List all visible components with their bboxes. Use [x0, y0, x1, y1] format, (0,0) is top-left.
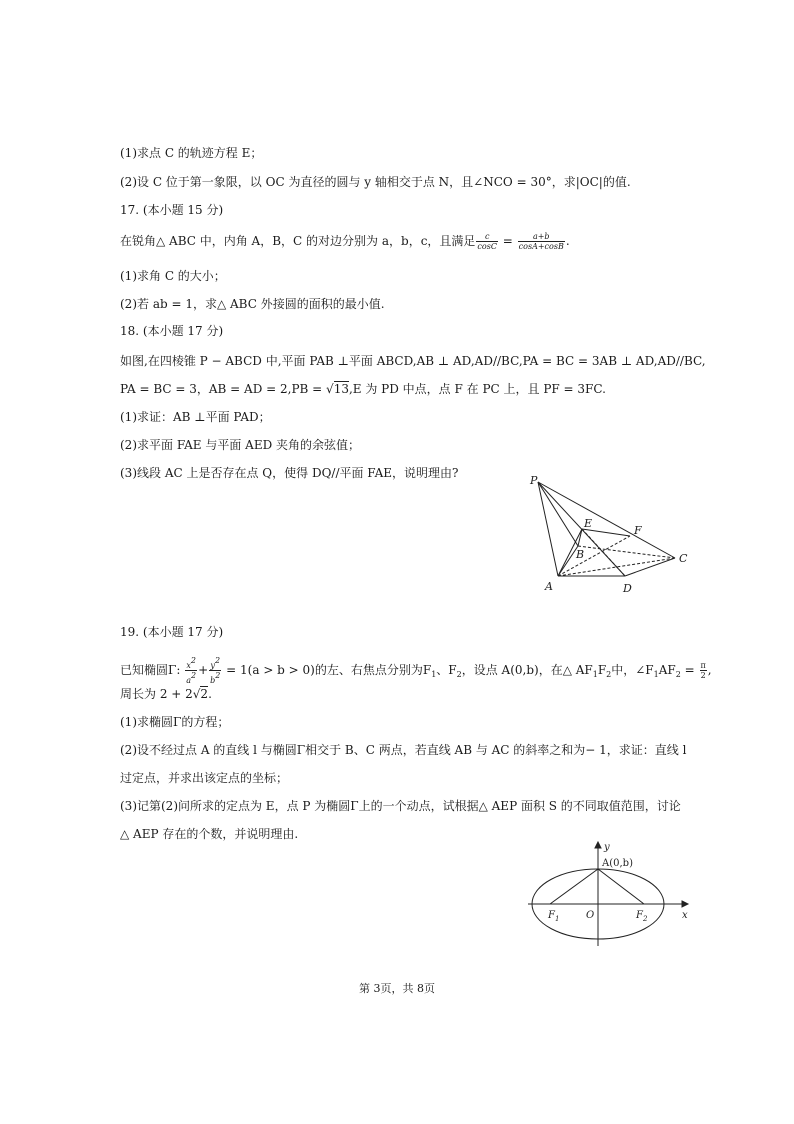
q19-frac-x: $\frac{x2}{a2}$	[186, 656, 197, 685]
q19-frac-pi	[700, 661, 707, 680]
q19-stem-end: ,	[707, 663, 712, 677]
q19-stem-pre: 已知椭圆Γ:	[120, 663, 185, 677]
q19-stem-mid: = 1(a > b > 0)的左、右焦点分别为F	[222, 663, 432, 677]
q18-sqrt-13: 13	[333, 382, 349, 396]
q19-part2-line2: 过定点，并求出该定点的坐标；	[120, 771, 289, 785]
edge-ab	[558, 546, 578, 576]
q18-stem-line1: 如图,在四棱锥 P − ABCD 中,平面 PAB ⊥平面 ABCD,AB ⊥ AD,AD//BC,PA = BC = 3AB ⊥ AD,AD//BC,	[120, 354, 706, 368]
segment-af1	[550, 869, 598, 904]
page-footer: 第 3页，共 8页	[359, 982, 435, 995]
q19-stem: 已知椭圆Γ: $\frac{x2}{a2}$ + $\frac{y2}{b2}$ = 1(a > b > 0)的左、右焦点分别为$F_1$、$F_2$，设点 A(0,b)，在△ $AF_1F_2$中，$\angle F_1AF_2$ = $\frac{\pi}{2}$ ,	[120, 656, 712, 685]
q18-stem-line2	[120, 381, 606, 397]
q18-part2: (2)求平面 FAE 与平面 AED 夹角的余弦值；	[120, 438, 361, 452]
label-y-axis: y	[604, 842, 610, 853]
q17-stem-post: .	[565, 234, 570, 248]
q19-stem-mid5: 中，∠F	[611, 663, 654, 677]
q19-header: 19. (本小题 17 分)	[120, 625, 224, 639]
label-e: E	[584, 517, 593, 530]
q19-part2-line1: (2)设不经过点 A 的直线 l 与椭圆Γ相交于 B、C 两点，若直线 AB 与 AC 的斜率之和为− 1，求证：直线 l	[120, 743, 687, 757]
q18-stem-line2-post: ,E 为 PD 中点，点 F 在 PC 上，且 PF = 3FC.	[348, 382, 606, 396]
q17-frac1-num: c	[476, 232, 498, 242]
q19-pi-num: π	[700, 661, 706, 670]
q19-b: b	[210, 676, 216, 685]
q19-perimeter-post: .	[208, 687, 212, 701]
segment-af2	[598, 869, 644, 904]
q19-stem-mid6: AF	[658, 663, 676, 677]
q19-part3-line1: (3)记第(2)问所求的定点为 E，点 P 为椭圆Γ上的一个动点，试根据△ AEP 面积 S 的不同取值范围，讨论	[120, 799, 681, 813]
label-a: A	[545, 580, 553, 593]
label-b: B	[576, 548, 585, 561]
q19-y: y	[210, 661, 215, 670]
q19-stem-mid4: F	[597, 663, 607, 677]
q19-stem-mid2: 、F	[436, 663, 457, 677]
q19-sqrt-2: 2	[200, 687, 209, 701]
label-origin: O	[586, 910, 595, 921]
q17-fraction-2	[518, 232, 565, 251]
q18-header: 18. (本小题 17 分)	[120, 324, 224, 338]
edge-pb	[538, 482, 578, 546]
q19-plus: +	[198, 663, 209, 677]
q18-part1: (1)求证：AB ⊥平面 PAD；	[120, 410, 271, 424]
q17-frac2-num: a+b	[518, 232, 565, 242]
edge-pa	[538, 482, 558, 576]
q19-stem-mid7: =	[680, 663, 699, 677]
q17-fraction-1	[476, 232, 498, 251]
label-f: F	[634, 524, 642, 537]
q17-stem	[120, 232, 570, 251]
edge-dc	[625, 558, 675, 576]
q19-part3-line2: △ AEP 存在的个数，并说明理由.	[120, 827, 299, 841]
q19-part1: (1)求椭圆Γ的方程；	[120, 715, 230, 729]
q17-header: 17. (本小题 15 分)	[120, 203, 224, 217]
edge-ef	[582, 529, 630, 536]
q19-x: x	[186, 661, 191, 670]
q16-part1: (1)求点 C 的轨迹方程 E；	[120, 146, 263, 160]
label-f1: $F_1$	[548, 910, 560, 923]
q19-pi-den: 2	[700, 671, 706, 680]
q17-eq: =	[502, 234, 513, 248]
q17-part2: (2)若 ab = 1，求△ ABC 外接圆的面积的最小值.	[120, 297, 385, 311]
q19-perimeter	[120, 686, 212, 702]
q19-ellipse-figure	[520, 838, 700, 950]
label-x-axis: x	[682, 910, 688, 921]
q17-part1: (1)求角 C 的大小；	[120, 269, 226, 283]
edge-be	[578, 529, 582, 546]
q19-perimeter-pre: 周长为 2 + 2√	[120, 687, 201, 701]
q19-frac-y: $\frac{y2}{b2}$	[210, 656, 221, 685]
label-p: P	[530, 474, 538, 487]
q17-frac1-den: cosC	[477, 242, 497, 251]
edge-pc	[538, 482, 675, 558]
q16-part2: (2)设 C 位于第一象限，以 OC 为直径的圆与 y 轴相交于点 N，且∠NCO = 30°，求|OC|的值.	[120, 175, 631, 189]
q18-part3: (3)线段 AC 上是否存在点 Q，使得 DQ//平面 FAE，说明理由?	[120, 466, 459, 480]
x-axis-arrow-icon	[682, 901, 688, 907]
label-f2: $F_2$	[636, 910, 648, 923]
q19-stem-mid3: ，设点 A(0,b)，在△ AF	[461, 663, 593, 677]
q18-stem-line2-pre: PA = BC = 3，AB = AD = 2,PB = √	[120, 382, 334, 396]
q18-pyramid-figure	[520, 472, 700, 600]
q17-stem-pre: 在锐角△ ABC 中，内角 A，B，C 的对边分别为 a，b，c，且满足	[120, 234, 476, 248]
y-axis-arrow-icon	[595, 842, 601, 848]
edge-bc	[578, 546, 675, 558]
label-c: C	[679, 552, 688, 565]
q19-a: a	[186, 676, 191, 685]
label-d: D	[623, 582, 632, 595]
q17-frac2-den: cosA+cosB	[518, 242, 564, 251]
label-a-point: A(0,b)	[602, 858, 633, 869]
